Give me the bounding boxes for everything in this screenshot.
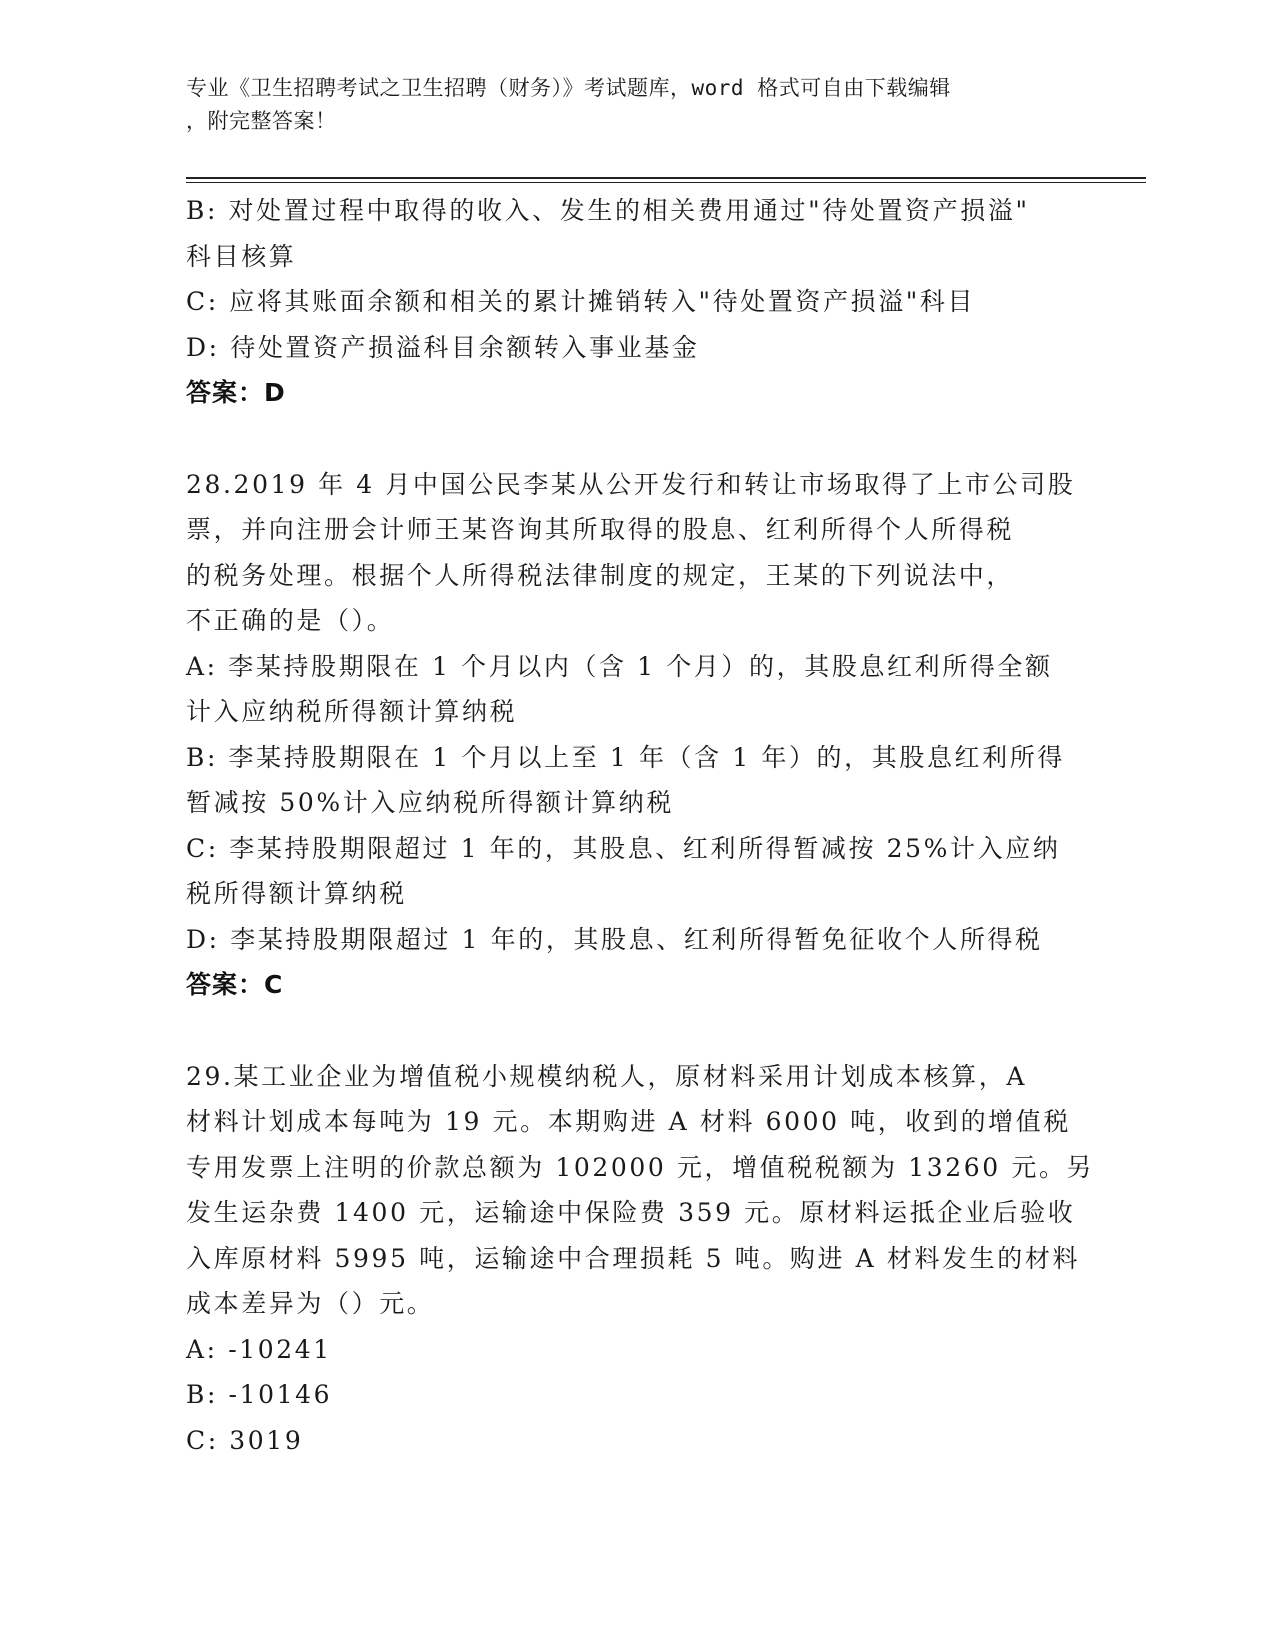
header-line-1: 专业《卫生招聘考试之卫生招聘（财务）》考试题库，word 格式可自由下载编辑 bbox=[186, 76, 951, 100]
spacer bbox=[186, 1008, 1086, 1054]
answer: 答案：C bbox=[186, 970, 284, 999]
question-stem-line-1: 29.某工业企业为增值税小规模纳税人，原材料采用计划成本核算，A bbox=[186, 1061, 1028, 1091]
option-a-line-1: A: 李某持股期限在 1 个月以内（含 1 个月）的，其股息红利所得全额 bbox=[186, 651, 1053, 681]
question-stem-line-3: 的税务处理。根据个人所得税法律制度的规定，王某的下列说法中， bbox=[186, 560, 1015, 590]
header-rule-thick bbox=[186, 177, 1146, 179]
header-line-2: ，附完整答案！ bbox=[186, 109, 337, 133]
document-header bbox=[186, 72, 1086, 138]
document-body bbox=[186, 188, 1095, 1463]
question-stem-line-2: 材料计划成本每吨为 19 元。本期购进 A 材料 6000 吨，收到的增值税 bbox=[186, 1107, 1071, 1136]
option-b-line-1: B: 李某持股期限在 1 个月以上至 1 年（含 1 年）的，其股息红利所得 bbox=[186, 742, 1065, 772]
question-stem-line-3: 专用发票上注明的价款总额为 102000 元，增值税税额为 13260 元。另 bbox=[186, 1152, 1095, 1182]
option-a-line-2: 计入应纳税所得额计算纳税 bbox=[186, 697, 518, 726]
question-28 bbox=[186, 462, 1086, 1008]
option-c-line-1: C: 李某持股期限超过 1 年的，其股息、红利所得暂减按 25%计入应纳 bbox=[186, 833, 1061, 863]
option-a: A: -10241 bbox=[186, 1334, 332, 1364]
question-stem-line-2: 票，并向注册会计师王某咨询其所取得的股息、红利所得个人所得税 bbox=[186, 515, 1015, 544]
option-d: D: 李某持股期限超过 1 年的，其股息、红利所得暂免征收个人所得税 bbox=[186, 924, 1043, 954]
option-b-line-2: 暂减按 50%计入应纳税所得额计算纳税 bbox=[186, 788, 674, 817]
question-stem-line-5: 入库原材料 5995 吨，运输途中合理损耗 5 吨。购进 A 材料发生的材料 bbox=[186, 1243, 1081, 1273]
question-stem-line-1: 28.2019 年 4 月中国公民李某从公开发行和转让市场取得了上市公司股 bbox=[186, 469, 1076, 499]
option-b-line-2: 科目核算 bbox=[186, 241, 297, 271]
option-c: C: 应将其账面余额和相关的累计摊销转入"待处置资产损溢"科目 bbox=[186, 287, 976, 316]
question-27 bbox=[186, 188, 1086, 416]
option-c-line-2: 税所得额计算纳税 bbox=[186, 879, 407, 908]
header-rule-thin bbox=[186, 182, 1146, 183]
spacer bbox=[186, 416, 1086, 462]
option-d: D: 待处置资产损溢科目余额转入事业基金 bbox=[186, 332, 700, 362]
option-b: B: -10146 bbox=[186, 1380, 333, 1409]
question-stem-line-6: 成本差异为（）元。 bbox=[186, 1289, 435, 1318]
option-c: C: 3019 bbox=[186, 1425, 304, 1455]
answer: 答案：D bbox=[186, 378, 286, 407]
question-stem-line-4: 不正确的是（）。 bbox=[186, 606, 395, 635]
option-b-line-1: B: 对处置过程中取得的收入、发生的相关费用通过"待处置资产损溢" bbox=[186, 196, 1030, 225]
question-stem-line-4: 发生运杂费 1400 元，运输途中保险费 359 元。原材料运抵企业后验收 bbox=[186, 1198, 1076, 1227]
question-29 bbox=[186, 1054, 1095, 1464]
